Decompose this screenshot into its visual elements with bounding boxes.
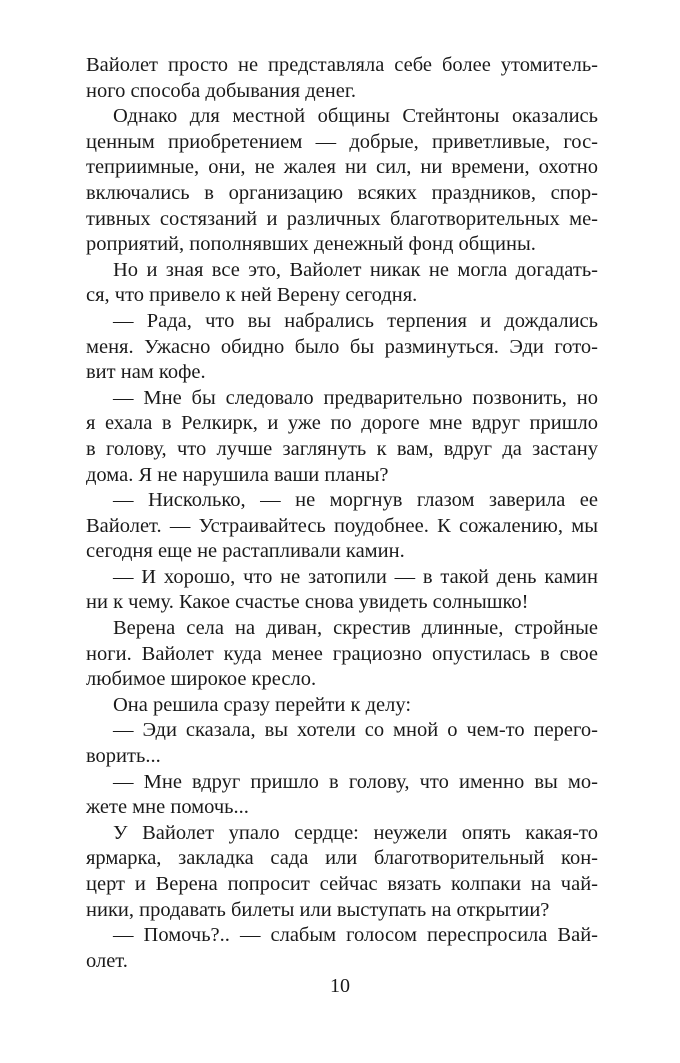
text-line: — Эди сказала, вы хотели со мной о чем-то перего- <box>113 719 598 742</box>
text-line: — Мне бы следовало предварительно позвонить, но <box>113 386 598 409</box>
text-line: включались в организацию всяких праздников, спор- <box>86 181 598 204</box>
text-line: церт и Верена попросит сейчас вязать колпаки на чай- <box>86 873 598 895</box>
text-line: ни к чему. Какое счастье снова увидеть солнышко! <box>86 591 529 614</box>
text-line: У Вайолет упало сердце: неужели опять какая-то <box>113 821 598 844</box>
text-line: ценным приобретением — добрые, приветливые, гос- <box>86 130 598 153</box>
text-line: — Рада, что вы набрались терпения и дождались <box>113 309 598 332</box>
text-line: ся, что привело к ней Верену сегодня. <box>86 284 418 307</box>
text-line: роприятий, пополнявших денежный фонд общины. <box>86 233 536 256</box>
text-line: дома. Я не нарушила ваши планы? <box>86 463 389 486</box>
text-line: Однако для местной общины Стейнтоны оказались <box>113 105 598 128</box>
text-line: Она решила сразу перейти к делу: <box>113 693 412 716</box>
text-line: — И хорошо, что не затопили — в такой день камин <box>113 565 598 588</box>
text-line: ноги. Вайолет куда менее грациозно опустилась в свое <box>86 642 598 665</box>
text-line: сегодня еще не растапливали камин. <box>86 540 405 563</box>
page-number: 10 <box>330 975 350 997</box>
text-line: тивных состязаний и различных благотворительных ме- <box>86 207 598 230</box>
body-text <box>86 53 598 974</box>
text-line: вит нам кофе. <box>86 361 206 384</box>
text-line: теприимные, они, не жалея ни сил, ни времени, охотно <box>86 156 598 179</box>
text-line: Вайолет просто не представляла себе более утомитель- <box>86 54 598 76</box>
text-line: Но и зная все это, Вайолет никак не могла догадать- <box>113 258 598 281</box>
text-line: олет. <box>86 949 128 972</box>
text-line: ворить... <box>86 745 161 768</box>
text-line: любимое широкое кресло. <box>86 668 317 691</box>
text-line: меня. Ужасно обидно было бы разминуться. Эди гото- <box>86 335 598 358</box>
text-line: — Нисколько, — не моргнув глазом заверила ее <box>113 489 598 512</box>
text-line: я ехала в Релкирк, и уже по дороге мне вдруг пришло <box>86 412 598 435</box>
text-line: ного способа добывания денег. <box>86 79 357 102</box>
text-line: Верена села на диван, скрестив длинные, стройные <box>113 617 598 640</box>
text-line: — Мне вдруг пришло в голову, что именно вы мо- <box>113 770 598 793</box>
text-line: ники, продавать билеты или выступать на открытии? <box>86 898 550 921</box>
text-line: жете мне помочь... <box>86 796 249 819</box>
text-line: ярмарка, закладка сада или благотворительный кон- <box>86 847 598 870</box>
text-line: — Помочь?.. — слабым голосом переспросила Вай- <box>113 924 598 947</box>
text-line: Вайолет. — Устраивайтесь поудобнее. К сожалению, мы <box>86 514 598 537</box>
text-line: в голову, что лучше заглянуть к вам, вдруг да застану <box>86 437 598 460</box>
